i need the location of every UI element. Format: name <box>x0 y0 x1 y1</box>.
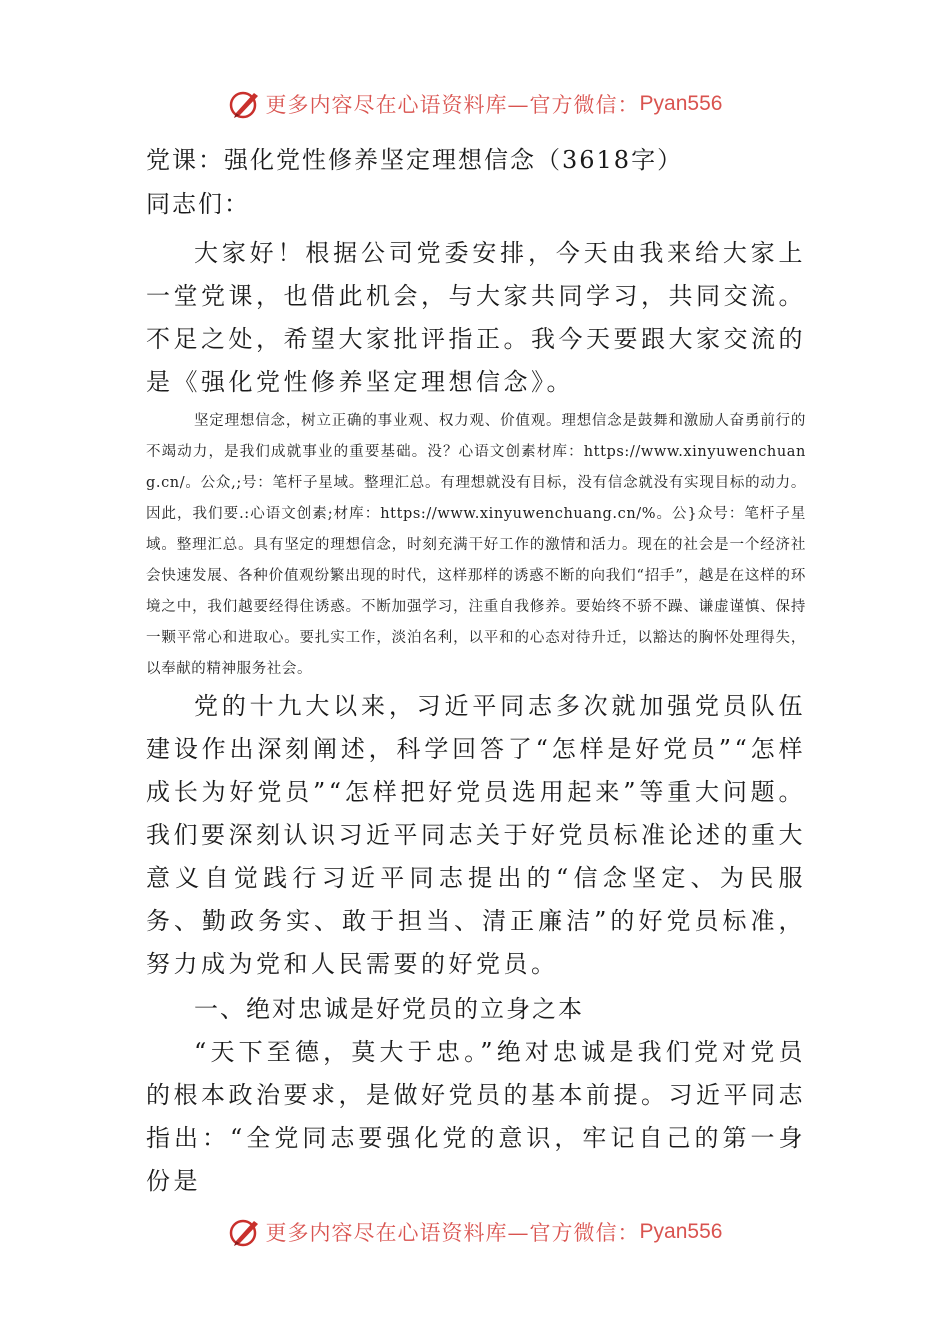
header-banner <box>0 84 950 124</box>
document-title: 党课：强化党性修养坚定理想信念（3618字） <box>146 146 684 174</box>
banner-wechat-id: Pyan556 <box>639 1220 723 1243</box>
document-body <box>146 138 806 1203</box>
banner-wechat-id: Pyan556 <box>639 92 723 115</box>
paragraph-2: 党的十九大以来，习近平同志多次就加强党员队伍建设作出深刻阐述，科学回答了“怎样是好党员”“怎样成长为好党员”“怎样把好党员选用起来”等重大问题。我们要深刻认识习近平同志关于好党员标准论述的重大意义自觉践行习近平同志提出的“信念坚定、为民服务、勤政务实、敢于担当、清正廉洁”的好党员标准，努力成为党和人民需要的好党员。 <box>146 692 806 978</box>
intro-paragraph: 大家好！根据公司党委安排，今天由我来给大家上一堂党课，也借此机会，与大家共同学习，共同交流。不足之处，希望大家批评指正。我今天要跟大家交流的是《强化党性修养坚定理想信念》。 <box>146 239 806 396</box>
section-heading-1: 一、绝对忠诚是好党员的立身之本 <box>194 995 584 1023</box>
banner-text: 更多内容尽在心语资料库—官方微信： <box>265 1221 640 1245</box>
small-paragraph: 坚定理想信念，树立正确的事业观、权力观、价值观。理想信念是鼓舞和激励人奋勇前行的不竭动力，是我们成就事业的重要基础。没？心语文创素材库：https://www.xinyuwenchuang.cn/。公众,;号：笔杆子星域。整理汇总。有理想就没有目标，没有信念就没有实现目标的动力。因此，我们要.:心语文创素;材库：https://www.xinyuwenchuang.cn/%。公}众号：笔杆子星域。整理汇总。具有坚定的理想信念，时刻充满干好工作的激情和活力。现在的社会是一个经济社会快速发展、各种价值观纷繁出现的时代，这样那样的诱惑不断的向我们“招手”，越是在这样的环境之中，我们越要经得住诱惑。不断加强学习，注重自我修养。要始终不骄不躁、谦虚谨慎、保持一颗平常心和进取心。要扎实工作，淡泊名利，以平和的心态对待升迁，以豁达的胸怀处理得失，以奉献的精神服务社会。 <box>146 413 806 677</box>
paragraph-3: “天下至德，莫大于忠。”绝对忠诚是我们党对党员的根本政治要求，是做好党员的基本前提。习近平同志指出：“全党同志要强化党的意识，牢记自己的第一身份是 <box>146 1038 806 1195</box>
banner-text: 更多内容尽在心语资料库—官方微信： <box>265 93 640 117</box>
pen-logo-icon <box>228 87 262 121</box>
pen-logo-icon <box>228 1215 262 1249</box>
greeting: 同志们： <box>146 190 250 218</box>
footer-banner <box>0 1212 950 1252</box>
